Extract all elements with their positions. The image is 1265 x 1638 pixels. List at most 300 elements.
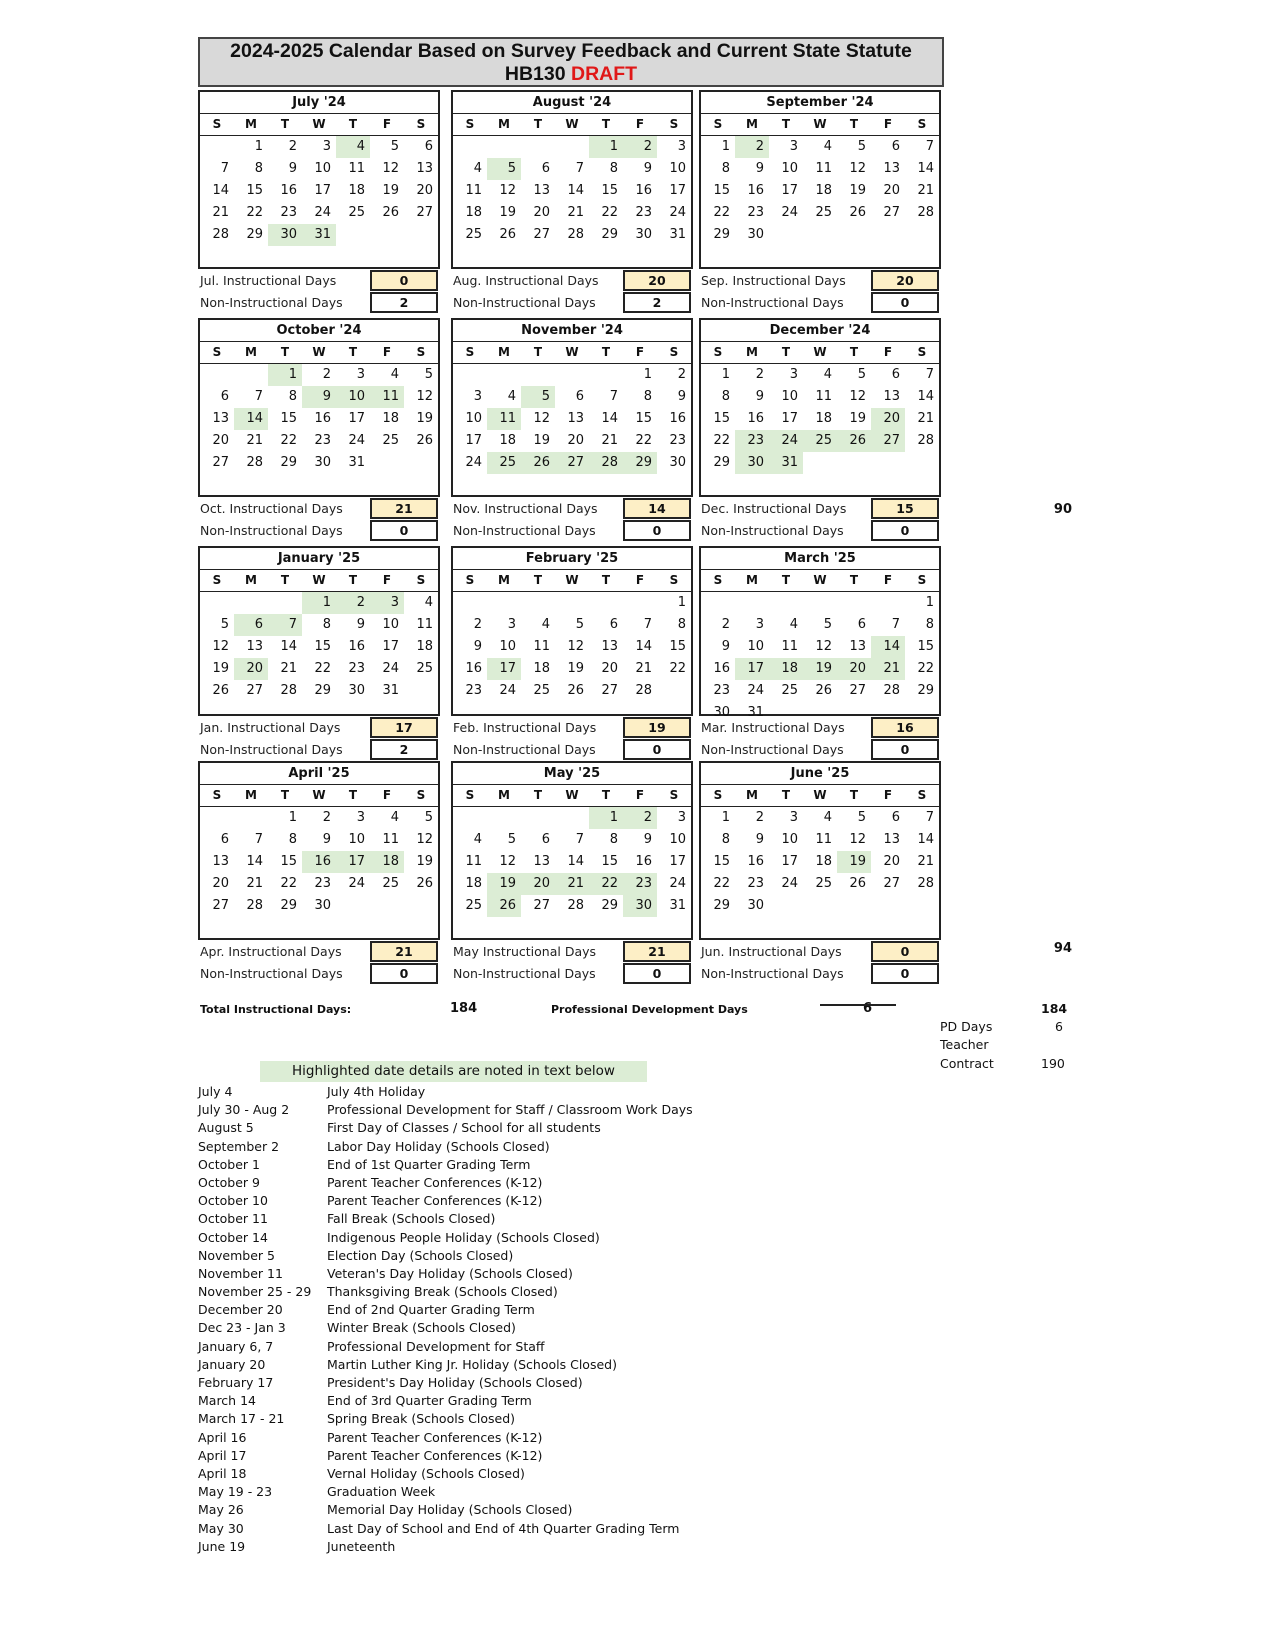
day-cell: 30 xyxy=(713,705,730,720)
non-instructional-days-label: Non-Instructional Days xyxy=(200,295,343,310)
pd-underline xyxy=(820,1004,896,1006)
weekday-header: W xyxy=(565,788,579,802)
day-cell: 7 xyxy=(925,139,934,154)
empty-cell xyxy=(234,807,268,829)
weekday-header: T xyxy=(533,345,543,359)
day-cell: 28 xyxy=(917,433,934,448)
non-instructional-days-value: 0 xyxy=(370,520,438,541)
day-grid xyxy=(701,807,939,917)
instructional-days-row xyxy=(198,270,440,293)
day-cell: 27 xyxy=(601,683,618,698)
note-text: Indigenous People Holiday (Schools Closed) xyxy=(327,1229,600,1245)
instructional-days-row xyxy=(699,717,941,740)
instructional-days-value: 19 xyxy=(623,717,691,738)
weekday-header: S xyxy=(212,573,222,587)
day-cell: 12 xyxy=(849,389,866,404)
weekday-header: T xyxy=(533,573,543,587)
weekday-header: T xyxy=(280,573,290,587)
day-cell: 17 xyxy=(465,433,482,448)
highlighted-day: 14 xyxy=(871,636,905,658)
highlighted-day: 18 xyxy=(370,851,404,873)
non-instructional-days-value: 0 xyxy=(370,963,438,984)
weekday-header: T xyxy=(601,345,611,359)
empty-cell xyxy=(735,592,769,614)
day-grid xyxy=(453,592,691,702)
day-cell: 13 xyxy=(601,639,618,654)
weekday-header: S xyxy=(669,573,679,587)
day-cell: 11 xyxy=(815,832,832,847)
instructional-days-row xyxy=(699,941,941,964)
day-cell: 13 xyxy=(849,639,866,654)
day-cell: 27 xyxy=(246,683,263,698)
weekday-header: M xyxy=(498,345,510,359)
note-text: Professional Development for Staff xyxy=(327,1338,545,1354)
day-cell: 7 xyxy=(220,161,229,176)
non-instructional-days-row xyxy=(699,520,941,543)
weekday-header: W xyxy=(312,788,326,802)
day-cell: 28 xyxy=(246,455,263,470)
note-date: September 2 xyxy=(198,1138,280,1154)
day-cell: 10 xyxy=(747,639,764,654)
note-text: End of 1st Quarter Grading Term xyxy=(327,1156,531,1172)
weekday-header: M xyxy=(498,117,510,131)
weekday-header: S xyxy=(465,788,475,802)
highlight-note: Highlighted date details are noted in text below xyxy=(260,1061,647,1082)
first-semester-total: 90 xyxy=(1053,502,1072,517)
day-cell: 13 xyxy=(416,161,433,176)
total-instructional-value: 184 xyxy=(450,1001,478,1016)
title-line-2 xyxy=(200,63,942,86)
note-date: April 17 xyxy=(198,1447,247,1463)
instructional-days-row xyxy=(198,941,440,964)
day-grid xyxy=(453,807,691,917)
instructional-days-row xyxy=(198,717,440,740)
day-cell: 18 xyxy=(465,876,482,891)
day-cell: 25 xyxy=(815,876,832,891)
instructional-days-row xyxy=(451,941,693,964)
day-cell: 17 xyxy=(781,854,798,869)
day-cell: 16 xyxy=(465,661,482,676)
day-cell: 3 xyxy=(356,367,365,382)
day-cell: 3 xyxy=(322,139,331,154)
day-cell: 23 xyxy=(314,876,331,891)
day-cell: 6 xyxy=(609,617,618,632)
day-cell: 19 xyxy=(849,183,866,198)
day-cell: 4 xyxy=(390,367,399,382)
highlighted-day: 2 xyxy=(623,136,657,158)
empty-cell xyxy=(487,807,521,829)
instructional-days-value: 0 xyxy=(370,270,438,291)
day-cell: 8 xyxy=(721,389,730,404)
highlighted-day: 29 xyxy=(623,452,657,474)
weekday-header: S xyxy=(713,788,723,802)
weekday-header-row xyxy=(453,785,691,807)
weekday-header: S xyxy=(416,117,426,131)
day-cell: 22 xyxy=(635,433,652,448)
day-grid xyxy=(200,364,438,474)
weekday-header: F xyxy=(883,573,893,587)
non-instructional-days-row xyxy=(451,963,693,986)
empty-cell xyxy=(453,136,487,158)
day-cell: 26 xyxy=(416,433,433,448)
non-instructional-days-value: 2 xyxy=(370,292,438,313)
month-title: September '24 xyxy=(701,92,939,114)
day-cell: 21 xyxy=(280,661,297,676)
weekday-header: S xyxy=(917,573,927,587)
weekday-header: T xyxy=(348,117,358,131)
weekday-header: S xyxy=(465,573,475,587)
day-cell: 20 xyxy=(212,876,229,891)
month-title: March '25 xyxy=(701,548,939,570)
highlighted-day: 31 xyxy=(769,452,803,474)
day-cell: 26 xyxy=(416,876,433,891)
weekday-header: W xyxy=(312,345,326,359)
non-instructional-days-label: Non-Instructional Days xyxy=(453,742,596,757)
weekday-header: M xyxy=(746,117,758,131)
day-cell: 18 xyxy=(815,411,832,426)
empty-cell xyxy=(521,592,555,614)
empty-cell xyxy=(803,592,837,614)
empty-cell xyxy=(555,807,589,829)
weekday-header-row xyxy=(701,114,939,136)
weekday-header: W xyxy=(813,788,827,802)
day-cell: 22 xyxy=(713,433,730,448)
day-cell: 12 xyxy=(499,854,516,869)
day-cell: 30 xyxy=(635,227,652,242)
day-cell: 9 xyxy=(721,639,730,654)
day-cell: 22 xyxy=(280,876,297,891)
month-title: January '25 xyxy=(200,548,438,570)
day-cell: 10 xyxy=(314,161,331,176)
day-cell: 29 xyxy=(246,227,263,242)
highlighted-day: 5 xyxy=(487,158,521,180)
day-cell: 10 xyxy=(781,161,798,176)
day-cell: 19 xyxy=(416,854,433,869)
weekday-header-row xyxy=(453,114,691,136)
day-cell: 17 xyxy=(669,854,686,869)
month-title: October '24 xyxy=(200,320,438,342)
day-cell: 9 xyxy=(755,832,764,847)
day-cell: 29 xyxy=(601,227,618,242)
day-cell: 5 xyxy=(424,367,433,382)
day-cell: 26 xyxy=(499,227,516,242)
highlighted-day: 24 xyxy=(769,430,803,452)
month-6 xyxy=(198,546,440,716)
non-instructional-days-label: Non-Instructional Days xyxy=(200,966,343,981)
weekday-header: W xyxy=(565,345,579,359)
month-8 xyxy=(699,546,941,720)
note-text: First Day of Classes / School for all students xyxy=(327,1120,601,1136)
day-cell: 10 xyxy=(669,161,686,176)
day-cell: 3 xyxy=(677,139,686,154)
instructional-days-row xyxy=(451,270,693,293)
weekday-header: M xyxy=(245,345,257,359)
note-date: November 5 xyxy=(198,1247,275,1263)
weekday-header: F xyxy=(635,788,645,802)
weekday-header: S xyxy=(669,117,679,131)
day-cell: 18 xyxy=(348,183,365,198)
note-date: November 25 - 29 xyxy=(198,1284,312,1300)
instructional-days-value: 15 xyxy=(871,498,939,519)
weekday-header: T xyxy=(781,345,791,359)
day-cell: 11 xyxy=(348,161,365,176)
non-instructional-days-value: 0 xyxy=(623,963,691,984)
day-cell: 4 xyxy=(823,367,832,382)
weekday-header: F xyxy=(635,573,645,587)
note-text: Vernal Holiday (Schools Closed) xyxy=(327,1465,525,1481)
highlighted-day: 1 xyxy=(302,592,336,614)
day-cell: 26 xyxy=(212,683,229,698)
day-cell: 16 xyxy=(747,411,764,426)
day-cell: 30 xyxy=(348,683,365,698)
non-instructional-days-label: Non-Instructional Days xyxy=(200,742,343,757)
weekday-header: T xyxy=(280,788,290,802)
note-date: August 5 xyxy=(198,1120,254,1136)
day-cell: 21 xyxy=(212,205,229,220)
day-cell: 2 xyxy=(755,367,764,382)
day-cell: 8 xyxy=(643,389,652,404)
day-cell: 9 xyxy=(322,832,331,847)
instructional-days-value: 21 xyxy=(370,941,438,962)
summary-teacher-label: Teacher xyxy=(940,1037,989,1052)
day-cell: 8 xyxy=(288,832,297,847)
day-cell: 9 xyxy=(755,161,764,176)
note-text: Graduation Week xyxy=(327,1484,436,1500)
day-cell: 14 xyxy=(917,161,934,176)
non-instructional-days-value: 2 xyxy=(623,292,691,313)
month-title: December '24 xyxy=(701,320,939,342)
weekday-header: S xyxy=(416,573,426,587)
day-cell: 14 xyxy=(917,389,934,404)
day-cell: 18 xyxy=(533,661,550,676)
day-cell: 23 xyxy=(747,205,764,220)
day-cell: 24 xyxy=(382,661,399,676)
day-cell: 6 xyxy=(857,617,866,632)
day-cell: 2 xyxy=(677,367,686,382)
day-cell: 20 xyxy=(883,854,900,869)
day-cell: 28 xyxy=(280,683,297,698)
highlighted-day: 19 xyxy=(487,873,521,895)
day-cell: 1 xyxy=(721,139,730,154)
weekday-header: F xyxy=(883,117,893,131)
day-cell: 21 xyxy=(917,411,934,426)
day-cell: 22 xyxy=(917,661,934,676)
day-cell: 27 xyxy=(533,227,550,242)
day-cell: 6 xyxy=(541,832,550,847)
day-cell: 20 xyxy=(567,433,584,448)
day-cell: 9 xyxy=(643,832,652,847)
highlighted-day: 1 xyxy=(268,364,302,386)
day-cell: 29 xyxy=(601,898,618,913)
day-cell: 13 xyxy=(533,183,550,198)
day-cell: 15 xyxy=(246,183,263,198)
day-cell: 12 xyxy=(815,639,832,654)
day-cell: 6 xyxy=(220,389,229,404)
weekday-header: S xyxy=(713,345,723,359)
instructional-days-row xyxy=(699,270,941,293)
highlighted-day: 30 xyxy=(623,895,657,917)
day-cell: 30 xyxy=(314,898,331,913)
weekday-header-row xyxy=(701,785,939,807)
weekday-header: S xyxy=(917,345,927,359)
day-cell: 25 xyxy=(348,205,365,220)
weekday-header: S xyxy=(465,117,475,131)
non-instructional-days-label: Non-Instructional Days xyxy=(453,295,596,310)
empty-cell xyxy=(487,592,521,614)
day-cell: 14 xyxy=(280,639,297,654)
day-cell: 12 xyxy=(533,411,550,426)
note-date: January 20 xyxy=(198,1356,266,1372)
weekday-header: F xyxy=(382,117,392,131)
highlighted-day: 30 xyxy=(735,452,769,474)
weekday-header-row xyxy=(200,570,438,592)
highlighted-day: 9 xyxy=(302,386,336,408)
note-text: Winter Break (Schools Closed) xyxy=(327,1320,516,1336)
day-cell: 14 xyxy=(635,639,652,654)
note-date: May 30 xyxy=(198,1520,244,1536)
day-cell: 28 xyxy=(567,898,584,913)
weekday-header-row xyxy=(200,342,438,364)
day-cell: 1 xyxy=(721,810,730,825)
weekday-header: S xyxy=(713,117,723,131)
day-grid xyxy=(200,592,438,702)
weekday-header: T xyxy=(348,573,358,587)
empty-cell xyxy=(521,136,555,158)
day-cell: 4 xyxy=(789,617,798,632)
empty-cell xyxy=(453,364,487,386)
day-cell: 17 xyxy=(781,411,798,426)
day-cell: 26 xyxy=(815,683,832,698)
note-text: Parent Teacher Conferences (K-12) xyxy=(327,1193,543,1209)
day-cell: 18 xyxy=(416,639,433,654)
month-1 xyxy=(451,90,693,269)
weekday-header: T xyxy=(849,573,859,587)
non-instructional-days-value: 0 xyxy=(871,520,939,541)
instructional-days-label: Apr. Instructional Days xyxy=(200,944,342,959)
highlighted-day: 11 xyxy=(487,408,521,430)
highlighted-day: 25 xyxy=(803,430,837,452)
day-cell: 9 xyxy=(677,389,686,404)
summary-pd-value: 6 xyxy=(1055,1019,1063,1034)
day-cell: 22 xyxy=(669,661,686,676)
day-cell: 7 xyxy=(609,389,618,404)
note-text: Professional Development for Staff / Classroom Work Days xyxy=(327,1102,693,1118)
note-text: Fall Break (Schools Closed) xyxy=(327,1211,496,1227)
day-cell: 20 xyxy=(533,205,550,220)
day-cell: 6 xyxy=(424,139,433,154)
instructional-days-label: Oct. Instructional Days xyxy=(200,501,343,516)
weekday-header: T xyxy=(781,573,791,587)
day-cell: 29 xyxy=(314,683,331,698)
day-cell: 23 xyxy=(348,661,365,676)
day-cell: 9 xyxy=(643,161,652,176)
instructional-days-value: 0 xyxy=(871,941,939,962)
day-cell: 16 xyxy=(348,639,365,654)
empty-cell xyxy=(589,364,623,386)
weekday-header: T xyxy=(601,573,611,587)
note-date: April 16 xyxy=(198,1429,247,1445)
day-cell: 21 xyxy=(917,183,934,198)
day-cell: 24 xyxy=(747,683,764,698)
weekday-header: S xyxy=(212,117,222,131)
day-cell: 15 xyxy=(713,183,730,198)
day-grid xyxy=(701,136,939,246)
weekday-header: M xyxy=(245,117,257,131)
day-cell: 4 xyxy=(541,617,550,632)
note-date: February 17 xyxy=(198,1375,274,1390)
non-instructional-days-row xyxy=(198,292,440,315)
day-cell: 7 xyxy=(575,161,584,176)
instructional-days-value: 14 xyxy=(623,498,691,519)
day-cell: 26 xyxy=(849,205,866,220)
highlighted-day: 20 xyxy=(871,408,905,430)
day-cell: 29 xyxy=(713,227,730,242)
instructional-days-label: Nov. Instructional Days xyxy=(453,501,598,516)
day-grid xyxy=(701,364,939,474)
highlighted-day: 14 xyxy=(234,408,268,430)
instructional-days-row xyxy=(451,498,693,521)
day-cell: 10 xyxy=(781,389,798,404)
day-cell: 11 xyxy=(465,854,482,869)
day-cell: 21 xyxy=(635,661,652,676)
empty-cell xyxy=(200,136,234,158)
day-cell: 12 xyxy=(849,161,866,176)
note-text: End of 3rd Quarter Grading Term xyxy=(327,1393,532,1409)
empty-cell xyxy=(268,592,302,614)
day-cell: 19 xyxy=(382,183,399,198)
non-instructional-days-row xyxy=(699,963,941,986)
weekday-header: F xyxy=(382,788,392,802)
highlighted-day: 6 xyxy=(234,614,268,636)
day-cell: 23 xyxy=(280,205,297,220)
day-cell: 28 xyxy=(212,227,229,242)
instructional-days-value: 20 xyxy=(623,270,691,291)
day-cell: 2 xyxy=(755,810,764,825)
day-cell: 10 xyxy=(781,832,798,847)
weekday-header: S xyxy=(212,788,222,802)
day-cell: 14 xyxy=(567,183,584,198)
note-date: October 10 xyxy=(198,1193,268,1209)
empty-cell xyxy=(487,364,521,386)
summary-contract-label: Contract xyxy=(940,1056,994,1071)
instructional-days-label: Jan. Instructional Days xyxy=(200,720,341,735)
non-instructional-days-label: Non-Instructional Days xyxy=(453,523,596,538)
instructional-days-label: Jul. Instructional Days xyxy=(200,273,337,288)
day-cell: 27 xyxy=(212,898,229,913)
note-date: May 19 - 23 xyxy=(198,1484,273,1500)
non-instructional-days-value: 0 xyxy=(871,963,939,984)
day-cell: 1 xyxy=(288,810,297,825)
highlighted-day: 11 xyxy=(370,386,404,408)
day-cell: 5 xyxy=(220,617,229,632)
non-instructional-days-row xyxy=(198,963,440,986)
day-cell: 5 xyxy=(857,367,866,382)
day-cell: 6 xyxy=(891,810,900,825)
month-0 xyxy=(198,90,440,269)
day-cell: 15 xyxy=(280,854,297,869)
day-cell: 16 xyxy=(635,854,652,869)
month-3 xyxy=(198,318,440,497)
day-cell: 7 xyxy=(575,832,584,847)
day-cell: 29 xyxy=(280,455,297,470)
day-cell: 10 xyxy=(382,617,399,632)
note-text: Last Day of School and End of 4th Quarter Grading Term xyxy=(327,1520,680,1536)
day-cell: 20 xyxy=(883,183,900,198)
empty-cell xyxy=(555,364,589,386)
day-cell: 25 xyxy=(416,661,433,676)
weekday-header: S xyxy=(465,345,475,359)
non-instructional-days-value: 0 xyxy=(871,739,939,760)
